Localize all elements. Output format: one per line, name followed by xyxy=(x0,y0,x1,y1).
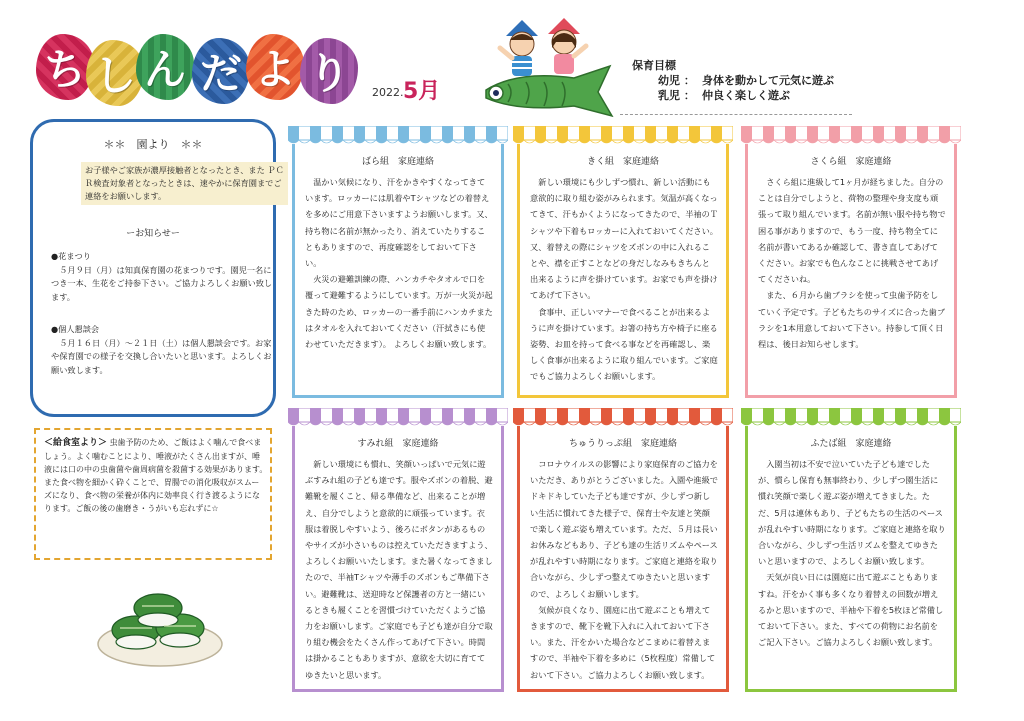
goal-row xyxy=(632,88,872,103)
title-char: だ xyxy=(192,38,250,104)
title-char: ち xyxy=(36,34,94,100)
notice-heading: ●個人懇談会 xyxy=(51,324,100,334)
awning-decoration xyxy=(513,126,733,146)
class-box-body xyxy=(530,456,718,683)
class-box-body xyxy=(305,174,493,352)
goal-text: 仲良く楽しく遊ぶ xyxy=(702,89,790,102)
title-char: ん xyxy=(136,34,194,100)
title-char: り xyxy=(300,38,358,104)
paragraph: 気候が良くなり、園庭に出て遊ぶことも増えてきますので、靴下を靴下入れに入れておいて下さい。また、汗をかいた場合などこまめに着替えますので、半袖や下着を多めに（5枚程度）常備しておいて下さい。ご協力よろしくお願い致します。 xyxy=(530,604,716,680)
paragraph: さくら組に進級して1ヶ月が経ちました。自分のことは自分でしようと、荷物の整理や身支度も頑張って取り組んでいます。名前が無い服や持ち物で困る事がありますので、もう一度、持ち物全てに名前が書いてあるか確認して、書き直してあげてください。お家でも色んなことに挑戦させてあげてくださいね。 xyxy=(758,177,946,285)
class-box-sakura xyxy=(741,126,961,398)
class-box-body xyxy=(758,174,946,352)
issue-month: 5月 xyxy=(403,79,441,104)
notice-item xyxy=(51,250,273,304)
paragraph: 温かい気候になり、汗をかきやすくなってきています。ロッカーには肌着やTシャツなどの着替えを多めにご用意下さいますようお願いします。又、持ち物に名前が無かったり、消えていたりすることもありますので、再度確認をしておいて下さい。 xyxy=(305,177,493,269)
class-box-bara xyxy=(288,126,508,398)
class-box-title: さくら組 家庭連絡 xyxy=(810,157,892,167)
title-char: し xyxy=(86,40,144,106)
awning-decoration xyxy=(288,408,508,428)
goal-row xyxy=(632,73,872,88)
newsletter-title xyxy=(36,34,366,114)
kitchen-notice-panel xyxy=(34,428,272,560)
class-box-body xyxy=(305,456,493,683)
paragraph: 食事中、正しいマナーで食べることが出来るように声を掛けています。お箸の持ち方や椅子に座る姿勢、お皿を持って食べる事などを再確認し、楽しく食事が出来るように取り組んでいます。ご家庭でもご協力よろしくお願いします。 xyxy=(530,306,718,382)
goal-label: 乳児 ： xyxy=(658,89,695,102)
issue-year: 2022. xyxy=(372,86,404,99)
class-box-sumire xyxy=(288,408,508,692)
awning-decoration xyxy=(513,408,733,428)
goal-text: 身体を動かして元気に遊ぶ xyxy=(702,74,834,87)
awning-decoration xyxy=(741,408,961,428)
paragraph: 入園当初は不安で泣いていた子ども達でしたが、慣らし保育も無事終わり、少しずつ園生活に慣れ笑顔で楽しく遊ぶ姿が増えてきました。ただ、5月は連休もあり、子どもたちの生活のペースが乱れやすい時期になります。ご家庭と連絡を取り合いながら、少しずつ生活リズムを整えてゆきたいと思いますので、よろしくお願い致します。 xyxy=(758,459,946,567)
class-box-title: すみれ組 家庭連絡 xyxy=(357,439,439,449)
paragraph: 天気が良い日には園庭に出て遊ぶこともありますね。汗をかく事も多くなり着替えの回数が増えるかと思いますので、半袖や下着を5枚ほど常備しておいて下さい。また、すべての荷物にお名前をご記入下さい。ご協力よろしくお願い致します。 xyxy=(758,572,944,648)
office-intro-text: お子様やご家族が濃厚接触者となったとき、また ＰＣＲ検査対象者となったときは、速やかに保育園までご連絡をお願いします。 xyxy=(81,162,293,205)
office-notice-panel xyxy=(30,119,284,417)
goals-heading: 保育目標 xyxy=(632,59,676,72)
awning-decoration xyxy=(741,126,961,146)
title-char: よ xyxy=(246,34,304,100)
awning-decoration xyxy=(288,126,508,146)
office-panel-title: ＊＊ 園より ＊＊ xyxy=(103,138,203,151)
class-box-title: ばら組 家庭連絡 xyxy=(361,157,434,167)
childcare-goals xyxy=(632,58,872,103)
notice-item xyxy=(51,323,273,377)
goals-divider xyxy=(620,114,852,115)
notice-heading: ●花まつり xyxy=(51,251,91,261)
class-box-title: きく組 家庭連絡 xyxy=(586,157,659,167)
class-box-kiku xyxy=(513,126,733,398)
class-box-title: ちゅうりっぷ組 家庭連絡 xyxy=(568,439,677,449)
notice-text: ５月１６日（月）～２１日（土）は個人懇談会です。お家や保育園での様子を交換し合いたいと思います。よろしくお願い致します。 xyxy=(51,337,272,375)
kashiwa-mochi-illustration xyxy=(96,578,226,670)
class-box-futaba xyxy=(741,408,961,692)
kitchen-notice-text xyxy=(44,436,272,515)
paragraph: 新しい環境にも少しずつ慣れ、新しい活動にも意欲的に取り組む姿がみられます。気温が高くなってきて、汗もかくようになってきたので、半袖のＴ シャツや下着もロッカーに入れておいてください。又、着替えの際にシャツをズボンの中に入れることや、襟を正すことなどの身だしなみもきちんと出来るように声を掛けています。お家でも声を掛けてあげて下さい。 xyxy=(530,177,718,301)
kitchen-notice-body: 虫歯予防のため、ご飯はよく噛んで食べましょう。よく噛むことにより、唾液がたくさん出ますが、唾液には口の中の虫歯菌や歯周病菌を殺菌する効果があります。 また食べ物を細かく砕くことで、胃腸での消化吸収がスムーズになり、食べ物の栄養が体内に効率良く行き渡るようになります。ご飯の後の歯磨き・うがいも忘れずに☆ xyxy=(44,438,272,513)
kitchen-notice-label: ＜給食室より＞ xyxy=(44,438,108,448)
koinobori-kids-illustration xyxy=(478,12,618,124)
goal-label: 幼児 ： xyxy=(658,74,695,87)
class-box-body xyxy=(758,456,946,650)
notices-heading: ーお知らせー xyxy=(126,229,180,239)
class-box-body xyxy=(530,174,718,385)
class-box-title: ふたば組 家庭連絡 xyxy=(810,439,892,449)
paragraph: 新しい環境にも慣れ、笑顔いっぱいで元気に遊ぶすみれ組の子ども達です。服やズボンの着脱、避難靴を履くこと、帰る準備など、出来ることが増え、自分でしようと意欲的に頑張っています。衣服は着脱しやすいよう、後ろにボタンがあるものやサイズが小さいものは控えていただきますよう、よろしくお願いいたします。また暑くなってきましたので、半袖Tシャツや薄手のズボンもご準備下さい。避難靴は、送迎時など保護者の方と一緒にいるときも履くことを習慣づけていただくようご協力をお願いします。ご家庭でも子ども達が自分で取り組む機会をたくさん作ってあげて下さい。時間は掛かることもありますが、意欲を大切に育ててゆきたいと思います。 xyxy=(305,459,493,680)
paragraph: コロナウイルスの影響により家庭保育のご協力をいただき、ありがとうございました。入園や進級でドキドキしていた子ども達ですが、少しずつ新しい生活に慣れてきた様子で、保育士や友達と笑顔で楽しく遊ぶ姿も増えています。ただ、５月は長いお休みなどもあり、子ども達の生活リズムやペースが乱れやすい時期になります。ご家庭と連絡を取り合いながら、少しずつ整えてゆきたいと思いますので、よろしくお願いします。 xyxy=(530,459,718,599)
paragraph: 火災の避難訓練の際、ハンカチやタオルで口を覆って避難するようにしています。万が一火災が起きた時のため、ロッカーの一番手前にハンカチまたはタオルを入れておいてください（汗拭きにも使わせていただきます）。 よろしくお願い致します。 xyxy=(305,274,493,350)
notice-text: ５月９日（月）は知真保育園の花まつりです。園児一名につき一本、生花をご持参下さい。ご協力よろしくお願い致します。 xyxy=(51,264,273,302)
class-box-tulip xyxy=(513,408,733,692)
paragraph: また、６月から歯ブラシを使って虫歯予防をしていく予定です。子どもたちのサイズに合った歯ブラシを1本用意しておいて下さい。持参して頂く日程は、後日お知らせします。 xyxy=(758,290,946,350)
